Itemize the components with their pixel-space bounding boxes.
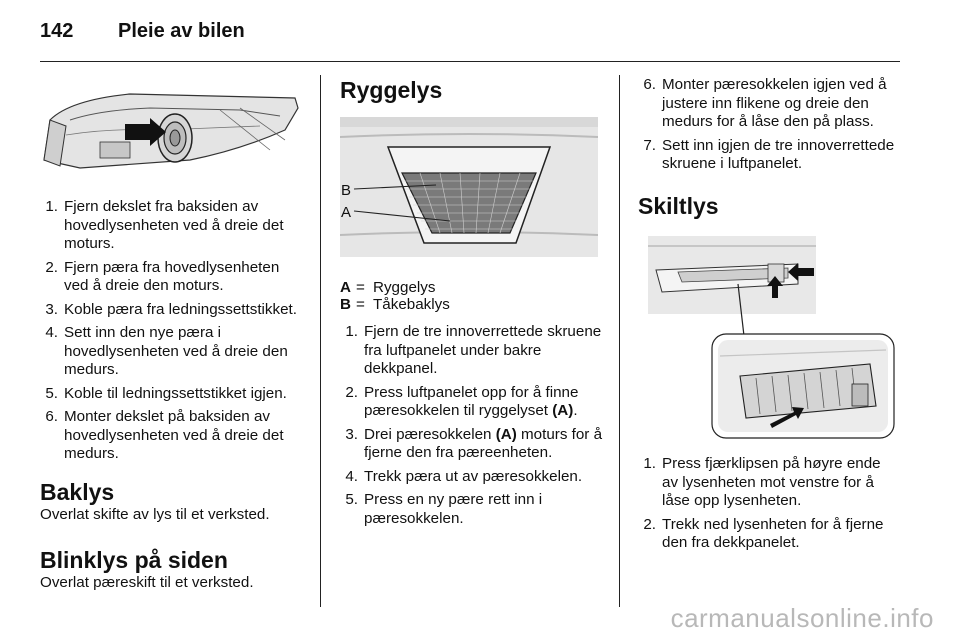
list-item: 3. Koble pæra fra ledningssettstikket.	[45, 300, 297, 318]
list-item: 7. Sett inn igjen de tre innoverrettede skruene i luftpanelet.	[643, 136, 895, 172]
baklys-text: Overlat skifte av lys til et verksted.	[40, 506, 270, 523]
list-item: 4. Sett inn den nye pæra i hovedlysenheten ved å dreie den medurs.	[45, 324, 288, 378]
ryggelys-steps	[340, 323, 606, 533]
list-item: 2. Fjern pæra fra hovedlysenheten ved å dreie den moturs.	[45, 258, 280, 294]
baklys-section	[40, 478, 310, 525]
legend-row: A = Ryggelys	[340, 279, 436, 296]
header-rule	[40, 61, 900, 62]
list-item: 6. Monter dekslet på baksiden av hovedlysenheten ved å dreie det medurs.	[45, 408, 284, 462]
reverse-lamp-figure	[340, 117, 598, 257]
list-item: 2. Press luftpanelet opp for å finne pæresokkelen til ryggelyset (A).	[345, 383, 579, 419]
figure-label-b: B	[341, 182, 352, 199]
ryggelys-steps-cont	[638, 76, 900, 179]
headlamp-step-list	[40, 198, 302, 464]
reverse-lamp-illustration	[340, 117, 598, 257]
list-item: 5. Koble til ledningssettstikket igjen.	[45, 384, 287, 402]
legend-row: B = Tåkebaklys	[340, 296, 450, 313]
license-lamp-figure	[648, 236, 896, 440]
column-divider	[619, 75, 620, 607]
blinklys-text: Overlat pæreskift til et verksted.	[40, 574, 254, 591]
ryggelys-step-list	[340, 323, 606, 528]
headlamp-steps	[40, 198, 302, 469]
ryggelys-step-list-cont	[638, 76, 900, 174]
column-divider	[320, 75, 321, 607]
list-item: 2. Trekk ned lysenheten for å fjerne den fra dekkpanelet.	[643, 515, 884, 551]
section-title-ryggelys: Ryggelys	[340, 77, 443, 103]
list-item: 3. Drei pæresokkelen (A) moturs for å fjerne den fra pæreenheten.	[345, 425, 603, 461]
headlamp-illustration	[40, 80, 302, 175]
license-lamp-illustration	[648, 236, 896, 440]
skiltlys-step-list	[638, 455, 900, 553]
figure-legend	[340, 279, 605, 313]
ryggelys-heading	[340, 76, 605, 104]
page-header	[40, 20, 245, 50]
figure-label-a: A	[341, 204, 352, 221]
list-item: 1. Fjern dekslet fra baksiden av hovedlysenheten ved å dreie det moturs.	[45, 198, 284, 252]
list-item: 4. Trekk pæra ut av pæresokkelen.	[345, 467, 583, 485]
section-title-skiltlys: Skiltlys	[638, 193, 719, 219]
headlamp-figure	[40, 80, 302, 175]
page-title: Pleie av bilen	[118, 20, 245, 42]
skiltlys-steps	[638, 455, 900, 558]
list-item: 1. Fjern de tre innoverrettede skruene fra luftpanelet under bakre dekkpanel.	[345, 323, 602, 377]
skiltlys-heading	[638, 192, 900, 220]
watermark: carmanualsonline.info	[670, 603, 934, 633]
section-title-blinklys: Blinklys på siden	[40, 547, 228, 573]
blinklys-section	[40, 546, 310, 593]
page-number: 142	[40, 20, 74, 42]
list-item: 1. Press fjærklipsen på høyre ende av lysenheten mot venstre for å låse opp lysenheten.	[643, 455, 881, 509]
section-title-baklys: Baklys	[40, 479, 115, 505]
list-item: 6. Monter pæresokkelen igjen ved å justere inn flikene og dreie den medurs for å låse den på plass.	[643, 76, 887, 130]
list-item: 5. Press en ny pære rett inn i pæresokkelen.	[345, 491, 543, 527]
